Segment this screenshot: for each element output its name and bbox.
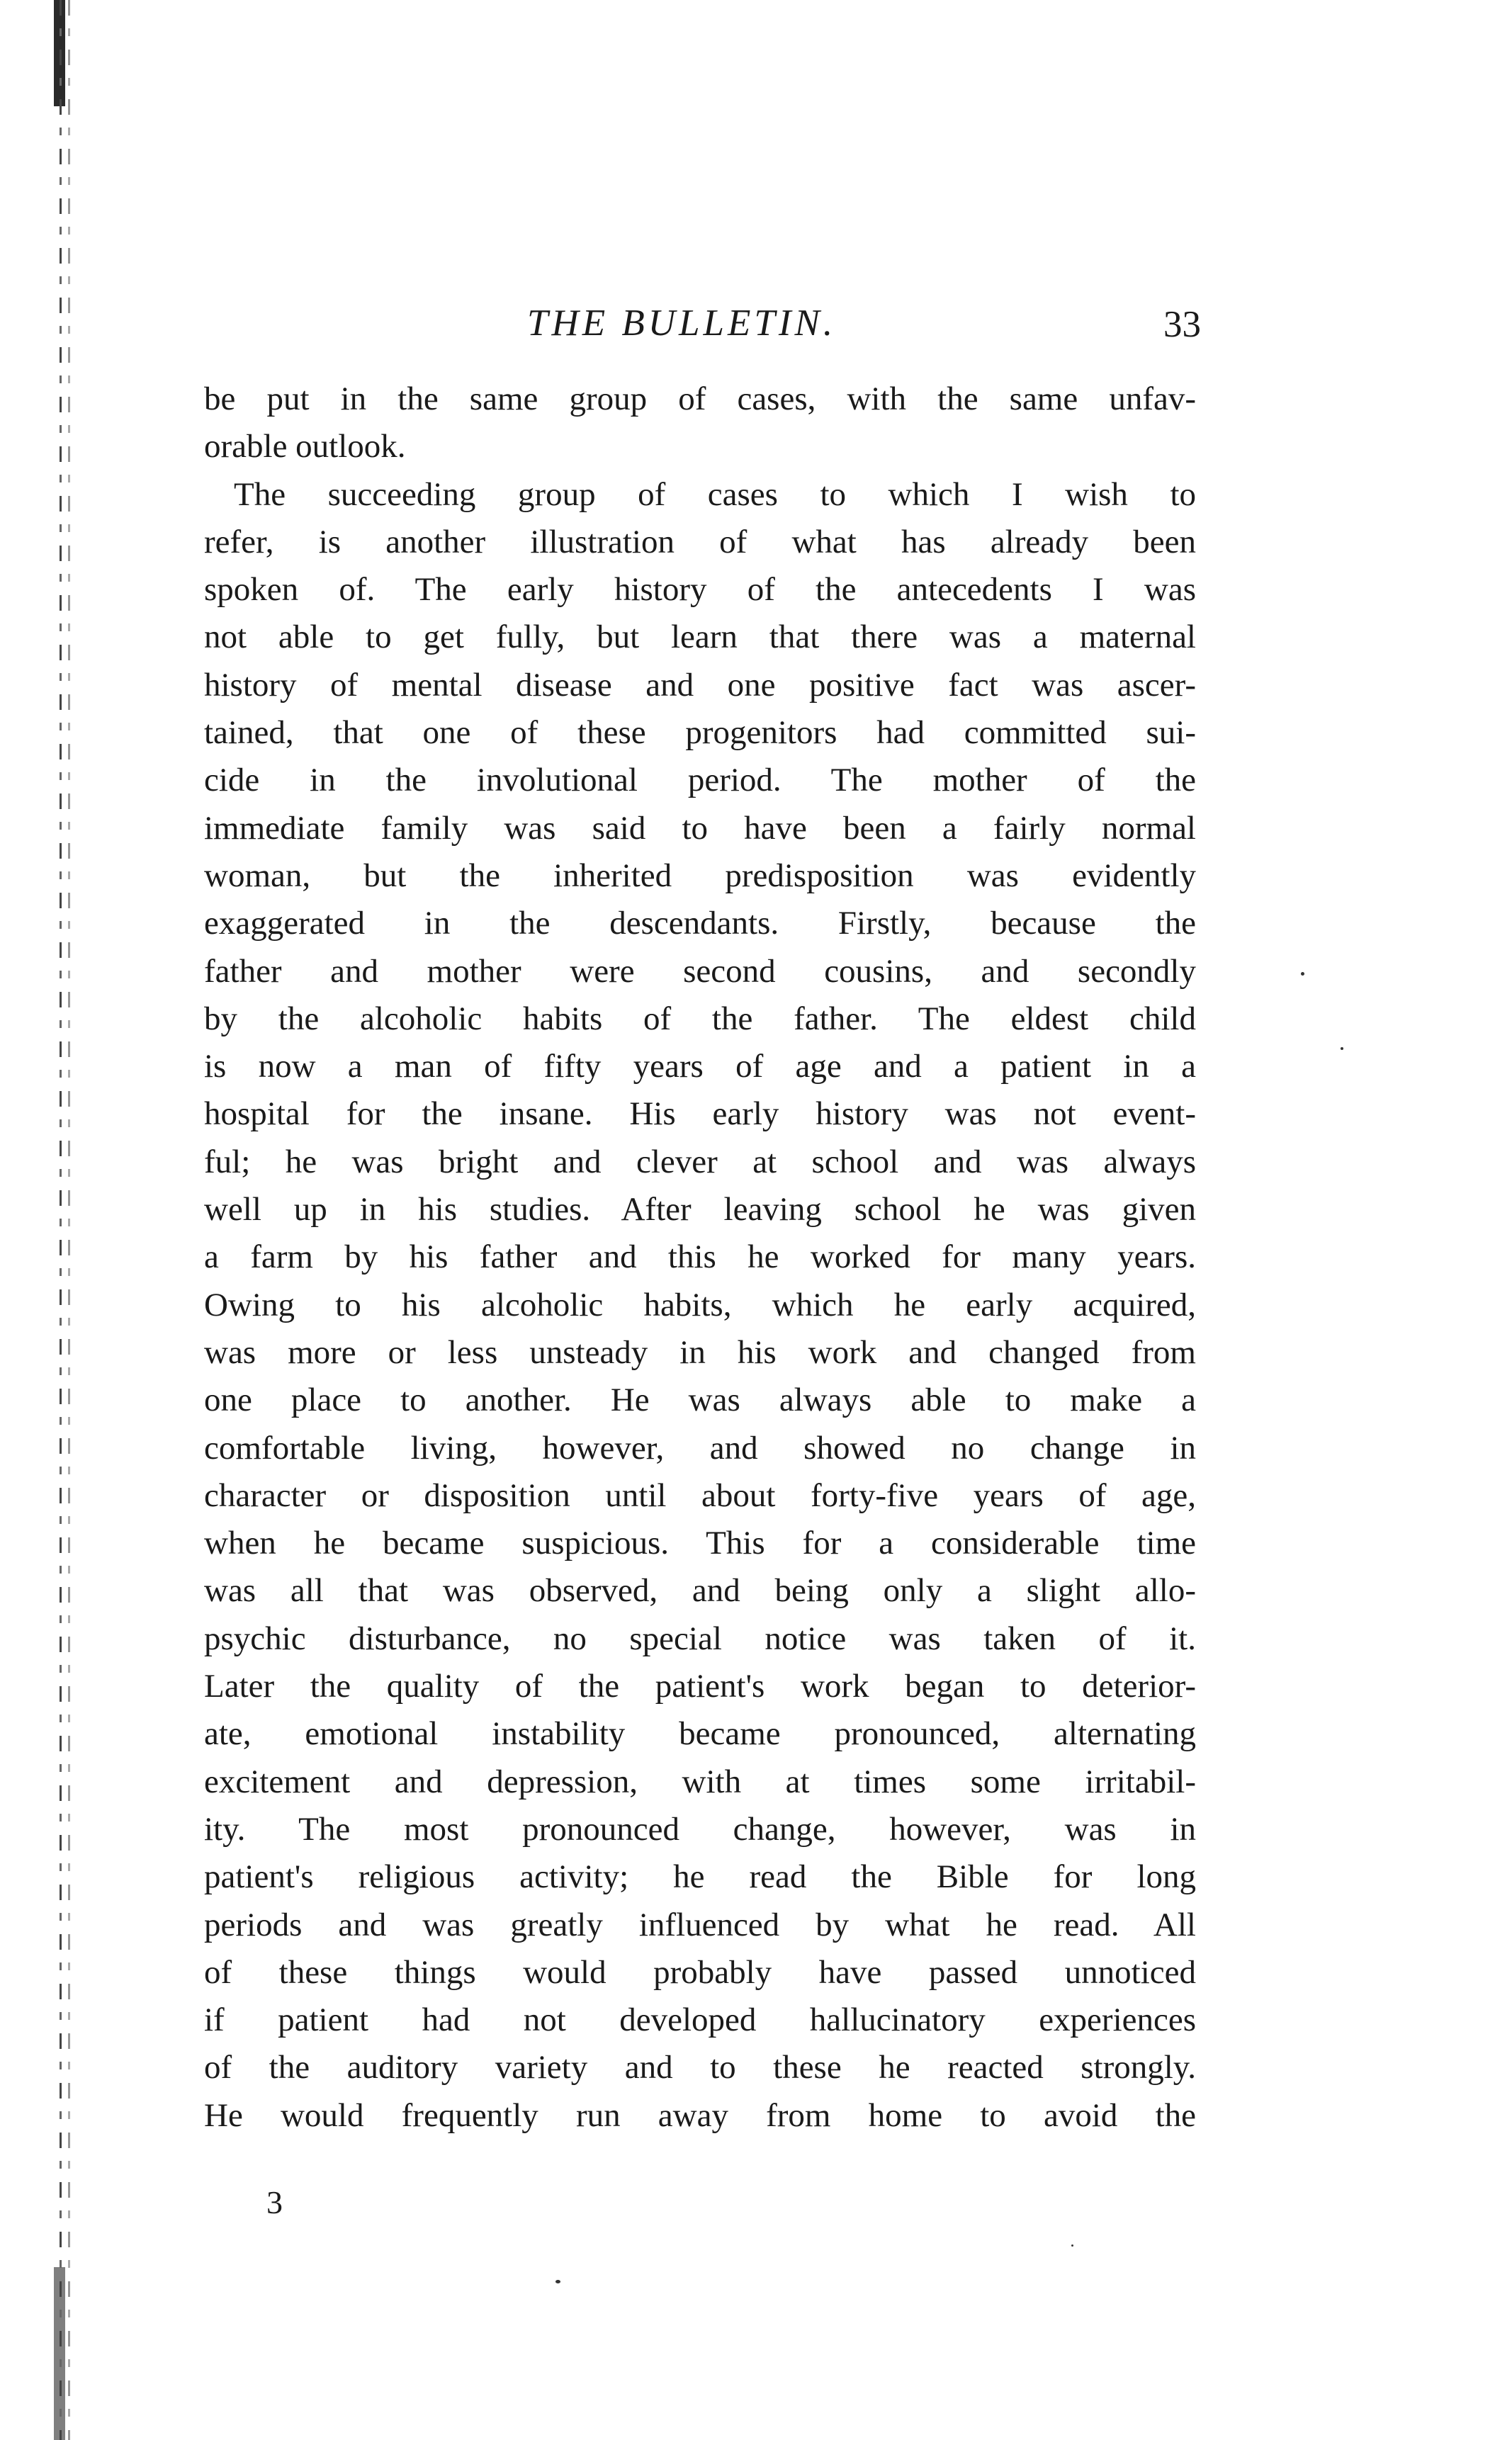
binding-edge-line [68, 0, 70, 2440]
text-line: comfortable living, however, and showed no change in [204, 1429, 1196, 1467]
text-line: tained, that one of these progenitors had committed sui- [204, 714, 1196, 752]
text-line: father and mother were second cousins, and secondly [204, 952, 1196, 990]
text-line: The succeeding group of cases to which I wish to [234, 475, 1196, 513]
print-speck [555, 2280, 560, 2283]
text-line: ful; he was bright and clever at school and was always [204, 1143, 1196, 1180]
text-line: psychic disturbance, no special notice was taken of it. [204, 1620, 1196, 1657]
text-line: one place to another. He was always able to make a [204, 1382, 1196, 1419]
text-line: immediate family was said to have been a fairly normal [204, 809, 1196, 847]
text-line: was all that was observed, and being only a slight allo- [204, 1572, 1196, 1610]
text-line: patient's religious activity; he read the Bible for long [204, 1858, 1196, 1896]
text-line: periods and was greatly influenced by what he read. All [204, 1906, 1196, 1943]
text-line: He would frequently run away from home to avoid the [204, 2096, 1196, 2134]
signature-mark: 3 [266, 2184, 283, 2220]
text-line: refer, is another illustration of what has already been [204, 523, 1196, 560]
text-line: history of mental disease and one positive fact was ascer- [204, 666, 1196, 704]
binding-edge [44, 0, 81, 2440]
text-line: orable outlook. [204, 428, 406, 465]
text-line: by the alcoholic habits of the father. The eldest child [204, 1000, 1196, 1037]
text-line: Later the quality of the patient's work began to deterior- [204, 1668, 1196, 1705]
text-line: cide in the involutional period. The mother of the [204, 762, 1196, 799]
text-line: a farm by his father and this he worked for many years. [204, 1238, 1196, 1276]
text-line: ity. The most pronounced change, however, was in [204, 1810, 1196, 1848]
print-speck [1341, 1047, 1343, 1050]
text-line: well up in his studies. After leaving school he was given [204, 1191, 1196, 1229]
text-line: Owing to his alcoholic habits, which he early acquired, [204, 1286, 1196, 1323]
text-line: is now a man of fifty years of age and a patient in a [204, 1048, 1196, 1085]
text-line: if patient had not developed hallucinatory experiences [204, 2001, 1196, 2039]
text-line: character or disposition until about forty-five years of age, [204, 1476, 1196, 1514]
body-text [204, 375, 1196, 2140]
text-line: not able to get fully, but learn that there was a maternal [204, 619, 1196, 656]
page-header [0, 296, 1512, 353]
text-line: be put in the same group of cases, with the same unfav- [204, 380, 1196, 417]
print-speck [1071, 2244, 1073, 2247]
binding-edge-line [60, 0, 62, 2440]
text-line: when he became suspicious. This for a considerable time [204, 1525, 1196, 1562]
text-line: exaggerated in the descendants. Firstly, because the [204, 905, 1196, 942]
text-line: spoken of. The early history of the antecedents I was [204, 571, 1196, 609]
running-title: THE BULLETIN. [527, 303, 837, 344]
text-line: of these things would probably have passed unnoticed [204, 1953, 1196, 1991]
print-speck [1301, 972, 1304, 976]
text-line: woman, but the inherited predisposition was evidently [204, 857, 1196, 894]
text-line: was more or less unsteady in his work and changed from [204, 1333, 1196, 1371]
text-line: of the auditory variety and to these he reacted strongly. [204, 2049, 1196, 2086]
text-line: excitement and depression, with at times some irritabil- [204, 1763, 1196, 1800]
text-line: hospital for the insane. His early history was not event- [204, 1095, 1196, 1133]
page-number: 33 [1163, 304, 1201, 345]
text-line: ate, emotional instability became pronounced, alternating [204, 1715, 1196, 1753]
